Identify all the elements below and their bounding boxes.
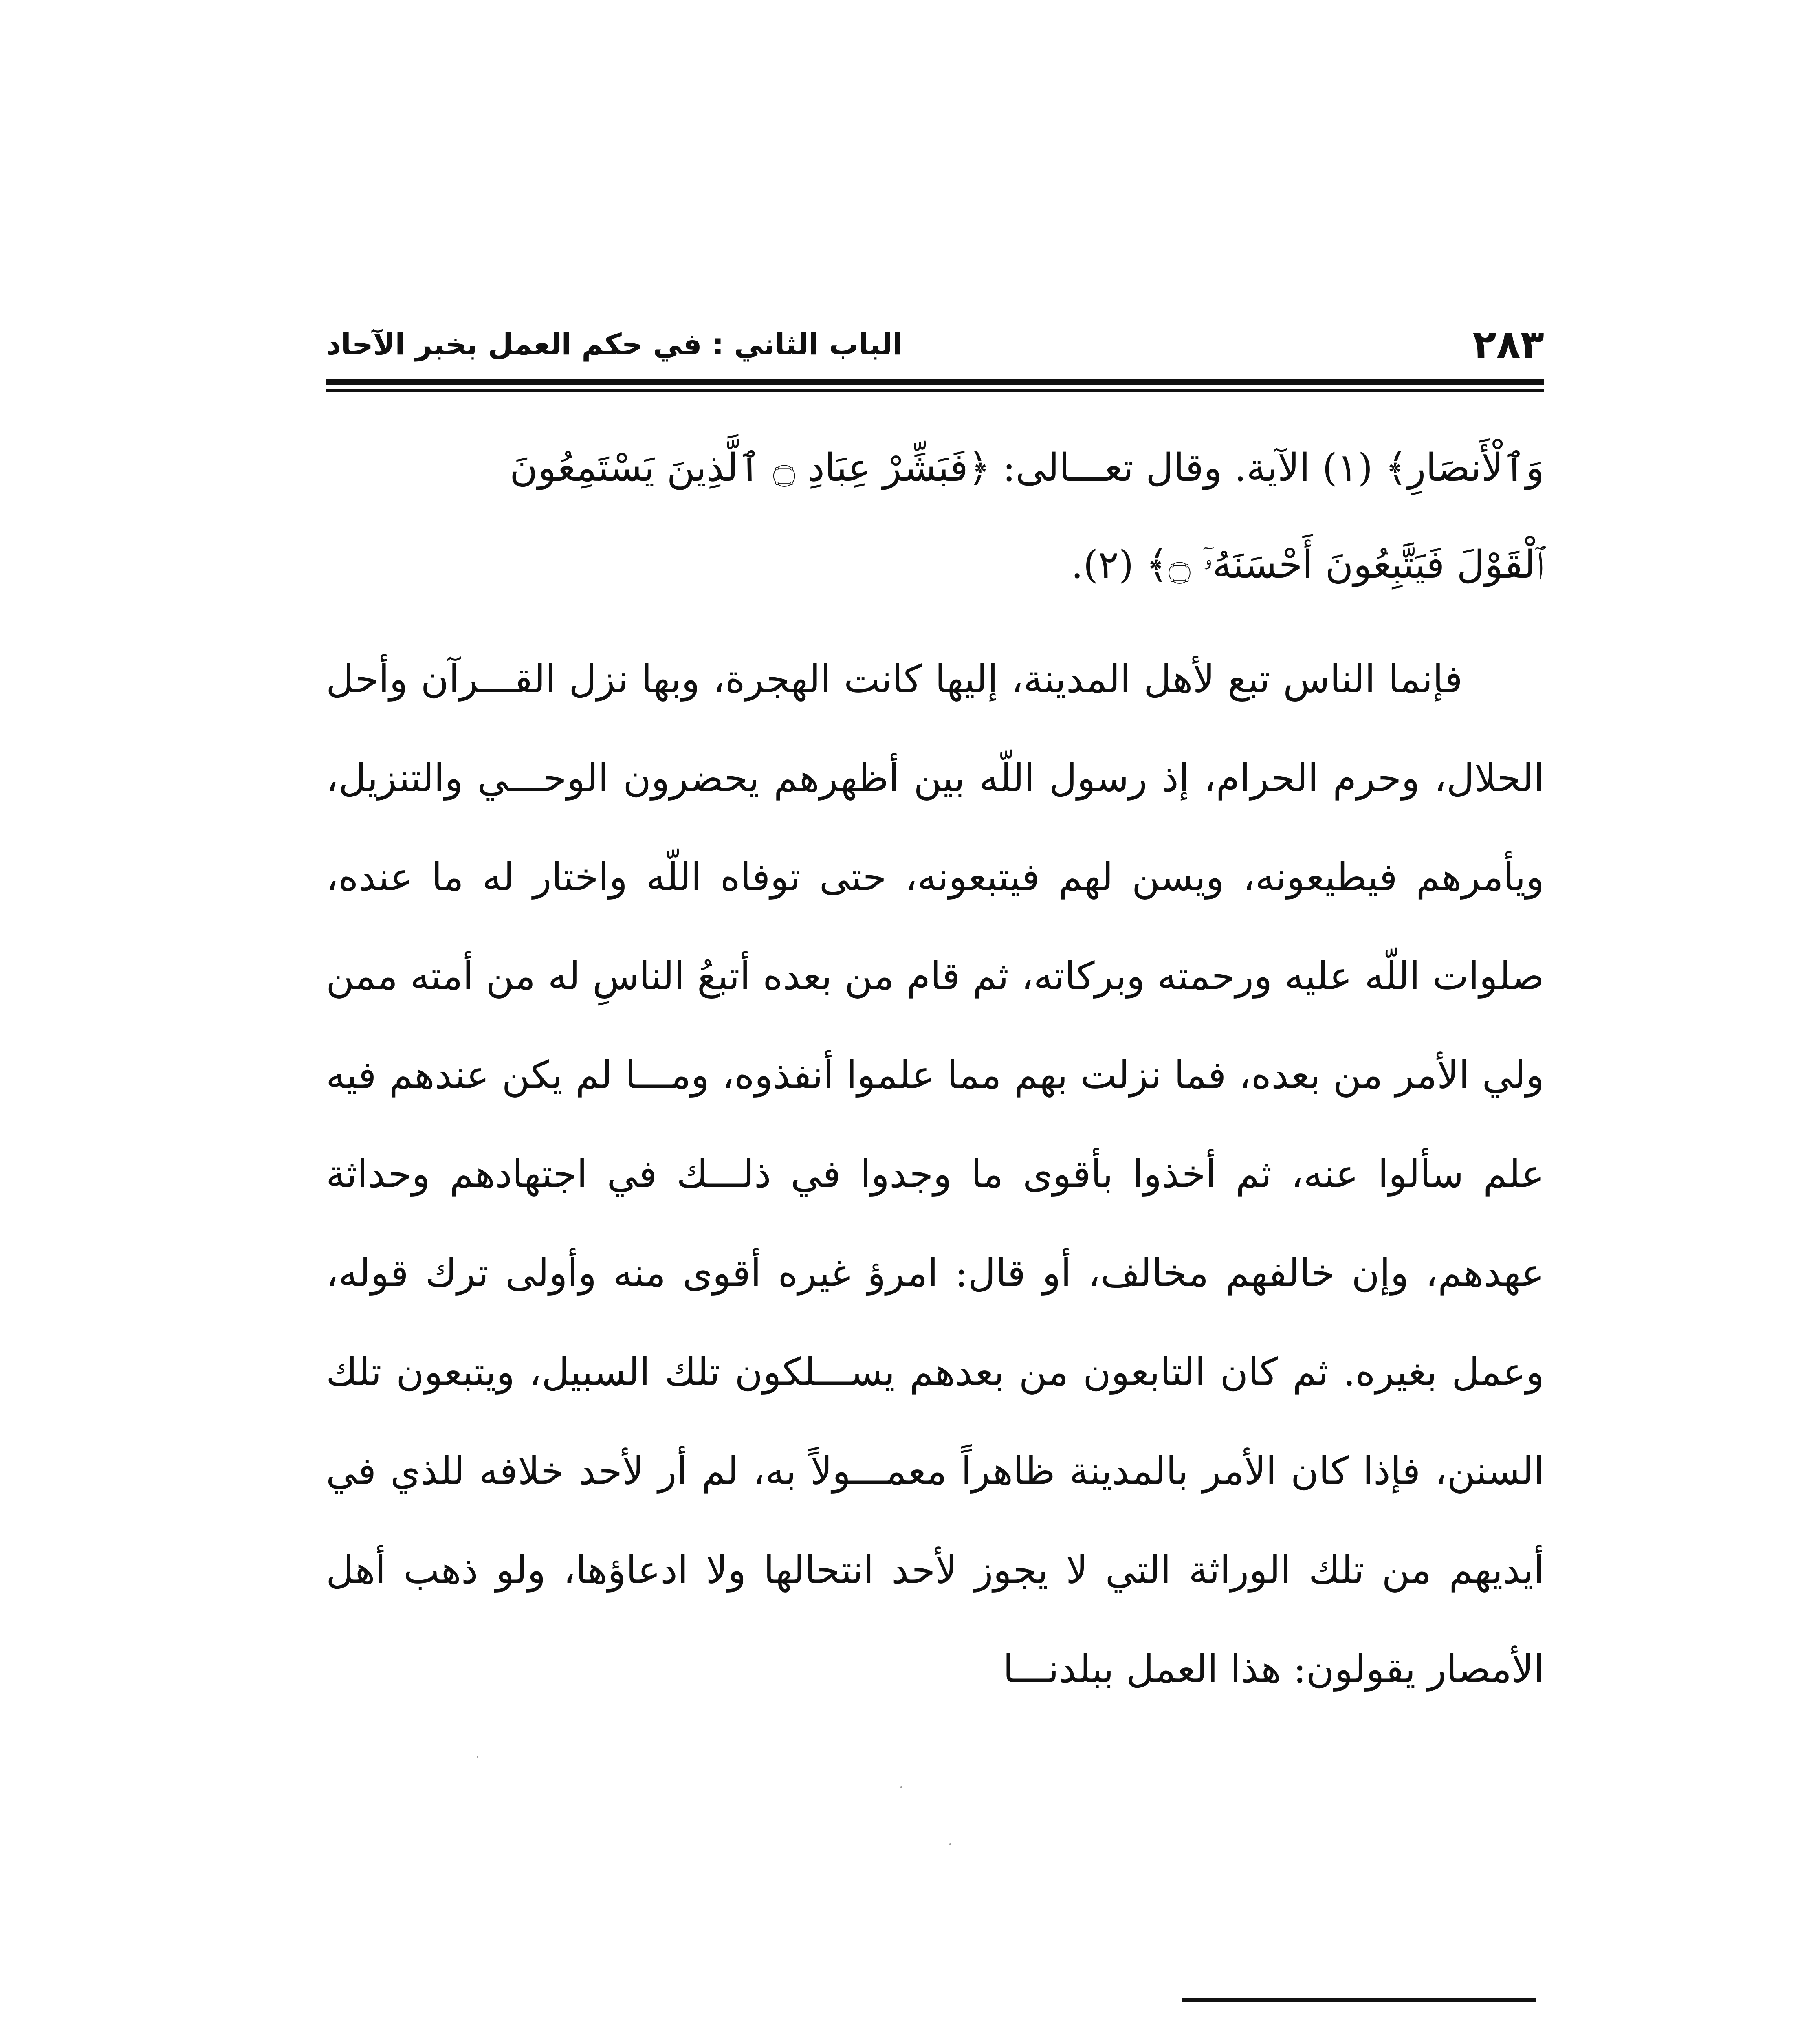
page-number: ٢٨٣ xyxy=(1472,321,1544,367)
quran-line-2: ٱلْقَوْلَ فَيَتَّبِعُونَ أَحْسَنَهُۥٓ ۝﴾ (٢). xyxy=(1071,543,1544,587)
page-header xyxy=(326,320,1544,369)
quran-line-1: وَٱلْأَنصَارِ﴾ (١) الآية. وقال تعـــالى: ﴿فَبَشِّرْ عِبَادِ ۝ ٱلَّذِينَ يَسْتَمِعُونَ xyxy=(509,446,1544,490)
scan-speck xyxy=(477,1756,478,1758)
body-text xyxy=(326,420,1544,1719)
chapter-title: الباب الثاني : في حكم العمل بخبر الآحاد xyxy=(326,327,903,361)
scan-speck xyxy=(900,1786,902,1788)
header-rule-thin xyxy=(326,389,1544,392)
footnote-separator xyxy=(1182,1998,1536,2002)
main-paragraph: فإنما الناس تبع لأهل المدينة، إليها كانت الهجرة، وبها نزل القـــرآن وأحل الحلال، وحرم الحرام، إذ رسول اللّه بين أظهرهم يحضرون الوحـــي والتنزيل، ويأمرهم فيطيعونه، ويسن لهم فيتبعونه، حتى توفاه اللّه واختار له ما عنده، صلوات اللّه عليه ورحمته وبركاته، ثم قام من بعده أتبعُ الناسِ له من أمته ممن ولي الأمر من بعده، فما نزلت بهم مما علموا أنفذوه، ومـــا لم يكن عندهم فيه علم سألوا عنه، ثم أخذوا بأقوى ما وجدوا في ذلـــك في اجتهادهم وحداثة عهدهم، وإن خالفهم مخالف، أو قال: امرؤ غيره أقوى منه وأولى ترك قوله، وعمل بغيره. ثم كان التابعون من بعدهم يســـلكون تلك السبيل، ويتبعون تلك السنن، فإذا كان الأمر بالمدينة ظاهراً معمـــولاً به، لم أر لأحد خلافه للذي في أيديهم من تلك الوراثة التي لا يجوز لأحد انتحالها ولا ادعاؤها، ولو ذهب أهل الأمصار يقولون: هذا العمل ببلدنـــا xyxy=(326,657,1544,1692)
header-rule-thick xyxy=(326,379,1544,385)
scan-speck xyxy=(949,1843,951,1845)
